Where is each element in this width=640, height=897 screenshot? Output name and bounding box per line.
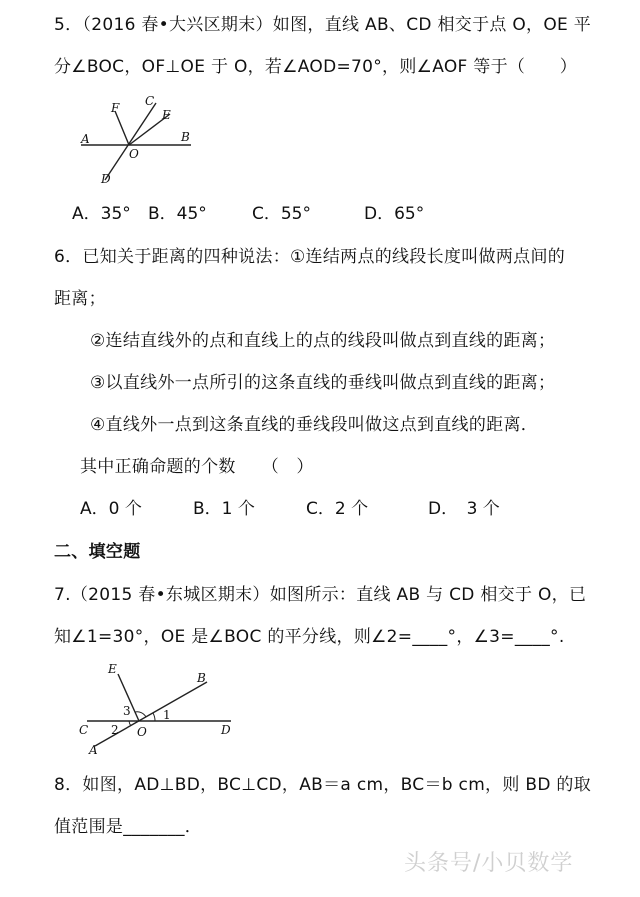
q5-label-e: E [162,108,171,122]
q5-line-2: 分∠BOC，OF⊥OE 于 O，若∠AOD=70°，则∠AOF 等于（ ） [54,57,578,77]
q7-label-e: E [108,662,117,676]
q5-line-1: 5．（2016 春•大兴区期末）如图，直线 AB、CD 相交于点 O，OE 平 [54,15,592,35]
q5-ray-of [115,111,129,145]
watermark: 头条号/小贝数学 [404,851,574,876]
q7-line-1: 7.（2015 春•东城区期末）如图所示：直线 AB 与 CD 相交于 O，已 [54,585,587,605]
q5-label-f: F [111,101,120,115]
q5-label-a: A [81,132,90,146]
q6-statement-4: ④直线外一点到这条直线的垂线段叫做这点到直线的距离． [90,415,539,435]
q7-label-a: A [89,743,98,755]
q5-option-c: C．55° [252,204,312,224]
q5-option-a: A．35° [72,204,131,224]
q6-option-b: B．1 个 [193,499,255,519]
q7-label-angle-1: 1 [163,708,171,722]
q5-figure [75,92,205,187]
q5-label-b: B [181,130,190,144]
q7-label-c: C [79,723,89,737]
q5-label-d: D [101,172,111,186]
q7-line-2: 知∠1=30°，OE 是∠BOC 的平分线，则∠2=____°，∠3=____°. [54,627,565,647]
q6-line-1: 6．已知关于距离的四种说法：①连结两点的线段长度叫做两点间的 [54,247,566,267]
q6-statement-2: ②连结直线外的点和直线上的点的线段叫做点到直线的距离； [90,331,556,351]
q7-label-b: B [197,671,206,685]
q6-option-d: D． 3 个 [428,499,500,519]
q5-label-c: C [145,94,155,108]
section-title: 二、填空题 [54,542,141,562]
q5-option-d: D．65° [364,204,425,224]
q8-line-1: 8．如图，AD⊥BD，BC⊥CD，AB＝a cm，BC＝b cm，则 BD 的取 [54,775,592,795]
q7-label-angle-2: 2 [111,723,119,737]
q6-option-a: A．0 个 [80,499,142,519]
q8-line-2: 值范围是_______． [54,817,203,837]
q7-figure [75,660,245,755]
q7-angle-1-arc [153,713,155,721]
q5-label-o: O [129,147,139,161]
q7-label-d: D [221,723,231,737]
q6-prompt: 其中正确命题的个数 （ ） [80,457,314,477]
q6-statement-3: ③以直线外一点所引的这条直线的垂线叫做点到直线的距离； [90,373,556,393]
q7-label-o: O [137,725,147,739]
q7-angle-2-arc [129,721,131,726]
q5-option-b: B．45° [148,204,207,224]
q6-option-c: C．2 个 [306,499,369,519]
q6-line-2: 距离； [54,289,106,309]
q7-label-angle-3: 3 [123,704,131,718]
